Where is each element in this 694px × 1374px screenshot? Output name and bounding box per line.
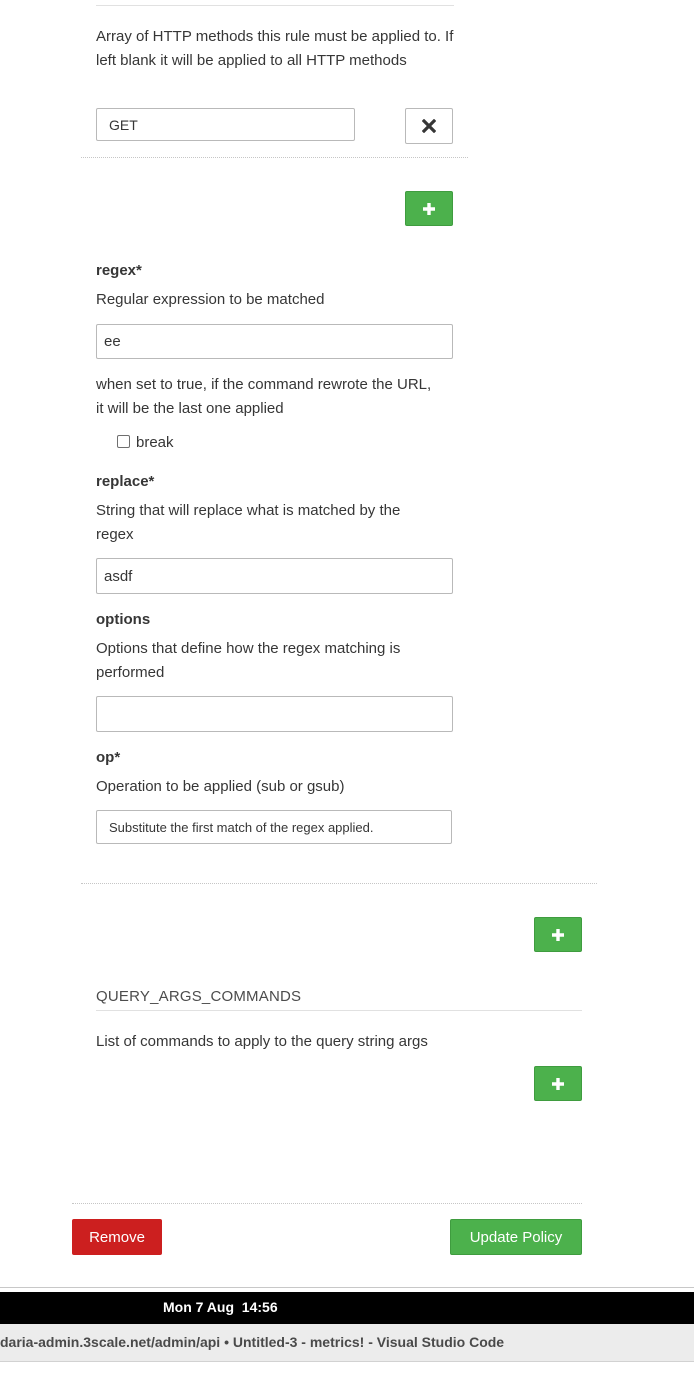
replace-label: replace* — [96, 473, 155, 490]
replace-description: String that will replace what is matched by the regex — [96, 502, 401, 543]
methods-description: Array of HTTP methods this rule must be applied to. If left blank it will be applied to all HTTP methods — [96, 28, 454, 69]
op-select[interactable]: Substitute the first match of the regex applied. — [96, 810, 452, 844]
regex-label: regex* — [96, 262, 142, 279]
op-description: Operation to be applied (sub or gsub) — [96, 778, 345, 795]
regex-description: Regular expression to be matched — [96, 291, 325, 308]
window-title-bar — [0, 1324, 694, 1362]
break-checkbox[interactable] — [117, 435, 130, 448]
plus-icon — [551, 1077, 565, 1091]
options-description: Options that define how the regex matching is performed — [96, 640, 401, 681]
query-args-rule — [96, 1010, 582, 1011]
plus-icon — [551, 928, 565, 942]
footer-divider — [72, 1203, 582, 1204]
plus-icon — [422, 202, 436, 216]
add-command-button[interactable] — [534, 917, 582, 952]
update-policy-button[interactable]: Update Policy — [450, 1219, 582, 1255]
break-description: when set to true, if the command rewrote the URL, it will be the last one applied — [96, 376, 432, 417]
options-label: options — [96, 611, 151, 628]
bottom-strip — [0, 1362, 694, 1374]
window-title[interactable]: daria-admin.3scale.net/admin/api • Untitled-3 - metrics! - Visual Studio Code — [0, 1334, 505, 1350]
query-args-description: List of commands to apply to the query string args — [96, 1033, 428, 1050]
remove-method-button[interactable] — [405, 108, 453, 144]
options-input[interactable] — [96, 696, 453, 732]
methods-divider — [81, 157, 468, 158]
replace-input[interactable]: asdf — [96, 558, 453, 594]
section-divider — [96, 5, 454, 6]
remove-button[interactable]: Remove — [72, 1219, 162, 1255]
taskbar — [0, 1292, 694, 1324]
add-method-button[interactable] — [405, 191, 453, 226]
regex-input[interactable]: ee — [96, 324, 453, 359]
screen-edge-line — [0, 1287, 694, 1288]
add-query-arg-button[interactable] — [534, 1066, 582, 1101]
close-icon — [422, 119, 436, 133]
op-label: op* — [96, 749, 121, 766]
commands-divider — [81, 883, 597, 884]
http-method-input[interactable]: GET — [96, 108, 355, 141]
query-args-heading: QUERY_ARGS_COMMANDS — [96, 988, 302, 1005]
break-label: break — [136, 434, 174, 451]
clock[interactable]: Mon 7 Aug 14:56 — [163, 1299, 278, 1315]
